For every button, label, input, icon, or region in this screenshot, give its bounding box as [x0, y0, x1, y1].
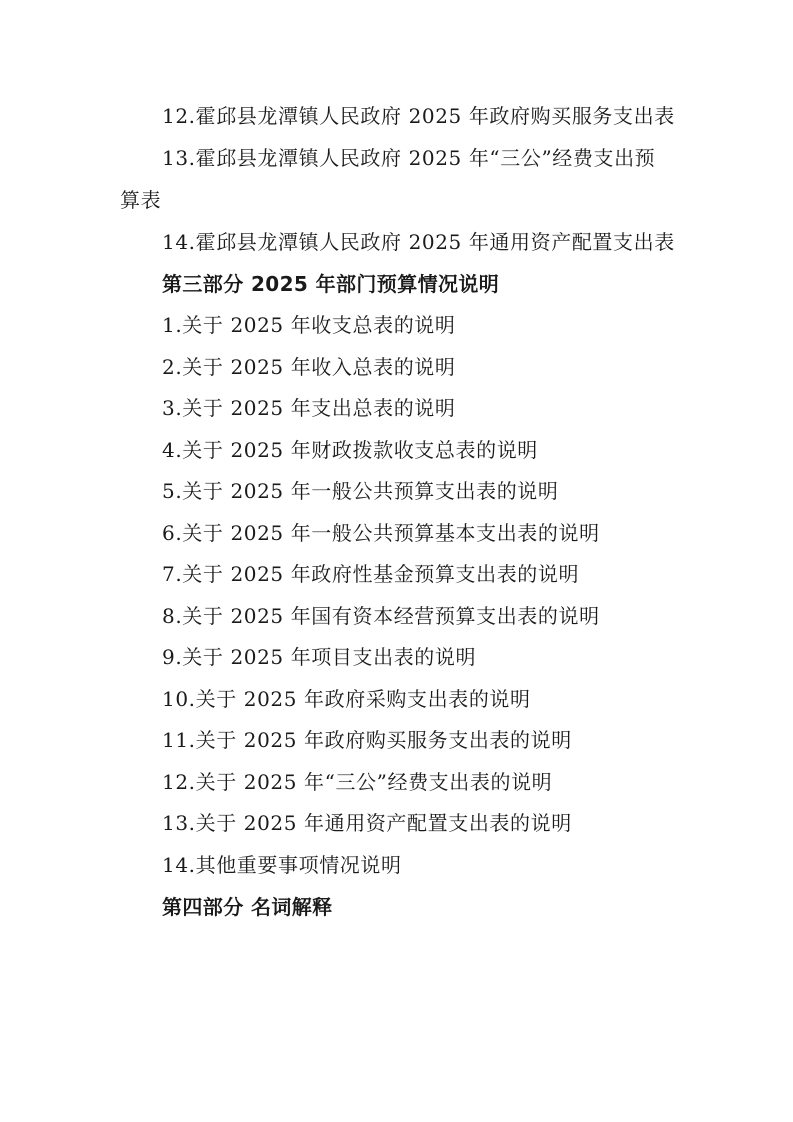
list-item: 13.关于 2025 年通用资产配置支出表的说明: [162, 811, 572, 835]
list-item: 14.其他重要事项情况说明: [162, 853, 402, 877]
list-item: 14.霍邱县龙潭镇人民政府 2025 年通用资产配置支出表: [162, 230, 675, 254]
list-item: 7.关于 2025 年政府性基金预算支出表的说明: [162, 562, 580, 586]
list-item: 11.关于 2025 年政府购买服务支出表的说明: [162, 728, 572, 752]
list-item: 3.关于 2025 年支出总表的说明: [162, 396, 456, 420]
list-item: 9.关于 2025 年项目支出表的说明: [162, 645, 477, 669]
list-item: 13.霍邱县龙潭镇人民政府 2025 年“三公”经费支出预: [162, 146, 656, 170]
section-heading-part3: 第三部分 2025 年部门预算情况说明: [162, 272, 500, 296]
list-item: 8.关于 2025 年国有资本经营预算支出表的说明: [162, 604, 600, 628]
list-item: 6.关于 2025 年一般公共预算基本支出表的说明: [162, 521, 600, 545]
list-item: 1.关于 2025 年收支总表的说明: [162, 313, 456, 337]
section-heading-part4: 第四部分 名词解释: [162, 895, 333, 919]
list-item: 4.关于 2025 年财政拨款收支总表的说明: [162, 438, 538, 462]
list-item: 12.霍邱县龙潭镇人民政府 2025 年政府购买服务支出表: [162, 104, 675, 128]
list-item: 5.关于 2025 年一般公共预算支出表的说明: [162, 479, 559, 503]
list-item: 2.关于 2025 年收入总表的说明: [162, 355, 456, 379]
list-item-continuation: 算表: [120, 188, 162, 212]
list-item: 10.关于 2025 年政府采购支出表的说明: [162, 687, 531, 711]
list-item: 12.关于 2025 年“三公”经费支出表的说明: [162, 770, 553, 794]
